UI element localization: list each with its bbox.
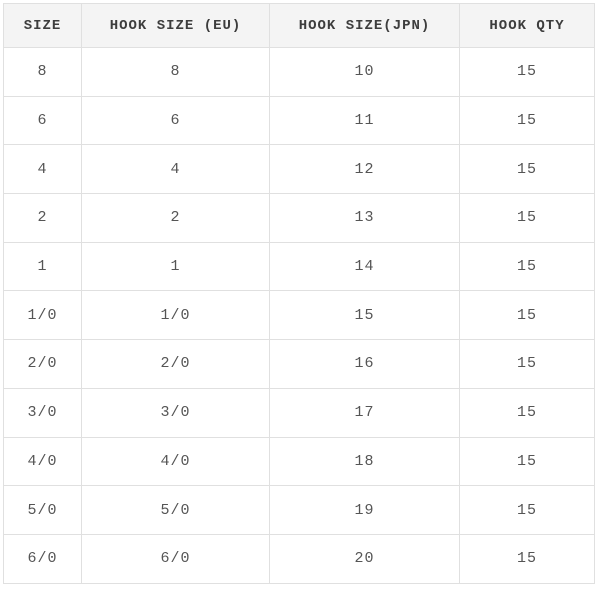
table-row — [4, 340, 595, 389]
table-cell: 6 — [82, 96, 270, 145]
table-cell: 14 — [270, 242, 460, 291]
table-cell: 8 — [82, 48, 270, 97]
table-body — [4, 48, 595, 584]
table-cell: 15 — [460, 340, 595, 389]
table-cell: 15 — [460, 291, 595, 340]
table-cell: 20 — [270, 534, 460, 583]
column-header: HOOK SIZE (EU) — [82, 4, 270, 48]
column-header: HOOK QTY — [460, 4, 595, 48]
table-cell: 5/0 — [4, 486, 82, 535]
table-cell: 1 — [4, 242, 82, 291]
table-cell: 19 — [270, 486, 460, 535]
table-row — [4, 194, 595, 243]
table-row — [4, 388, 595, 437]
table-cell: 8 — [4, 48, 82, 97]
table-cell: 3/0 — [82, 388, 270, 437]
column-header: SIZE — [4, 4, 82, 48]
table-row — [4, 437, 595, 486]
table-cell: 15 — [460, 194, 595, 243]
table-cell: 2 — [4, 194, 82, 243]
hook-size-table — [3, 3, 595, 584]
table-cell: 4/0 — [4, 437, 82, 486]
table-cell: 16 — [270, 340, 460, 389]
table-cell: 13 — [270, 194, 460, 243]
table-cell: 1/0 — [4, 291, 82, 340]
table-cell: 3/0 — [4, 388, 82, 437]
table-cell: 4/0 — [82, 437, 270, 486]
table-cell: 6 — [4, 96, 82, 145]
table-cell: 15 — [460, 388, 595, 437]
table-cell: 2 — [82, 194, 270, 243]
table-cell: 1/0 — [82, 291, 270, 340]
table-cell: 15 — [460, 486, 595, 535]
table-cell: 15 — [460, 96, 595, 145]
table-row — [4, 145, 595, 194]
table-cell: 15 — [460, 48, 595, 97]
table-row — [4, 291, 595, 340]
table-cell: 5/0 — [82, 486, 270, 535]
table-cell: 10 — [270, 48, 460, 97]
table-row — [4, 486, 595, 535]
table-cell: 12 — [270, 145, 460, 194]
table-cell: 17 — [270, 388, 460, 437]
table-cell: 6/0 — [82, 534, 270, 583]
table-cell: 6/0 — [4, 534, 82, 583]
table-cell: 4 — [82, 145, 270, 194]
table-cell: 2/0 — [4, 340, 82, 389]
table-cell: 15 — [460, 242, 595, 291]
table-cell: 1 — [82, 242, 270, 291]
table-row — [4, 48, 595, 97]
table-cell: 15 — [460, 437, 595, 486]
table-cell: 4 — [4, 145, 82, 194]
table-cell: 15 — [460, 534, 595, 583]
table-cell: 2/0 — [82, 340, 270, 389]
table-row — [4, 242, 595, 291]
column-header: HOOK SIZE(JPN) — [270, 4, 460, 48]
table-cell: 15 — [460, 145, 595, 194]
table-row — [4, 96, 595, 145]
header-row — [4, 4, 595, 48]
table-row — [4, 534, 595, 583]
table-cell: 11 — [270, 96, 460, 145]
table-cell: 18 — [270, 437, 460, 486]
table-cell: 15 — [270, 291, 460, 340]
